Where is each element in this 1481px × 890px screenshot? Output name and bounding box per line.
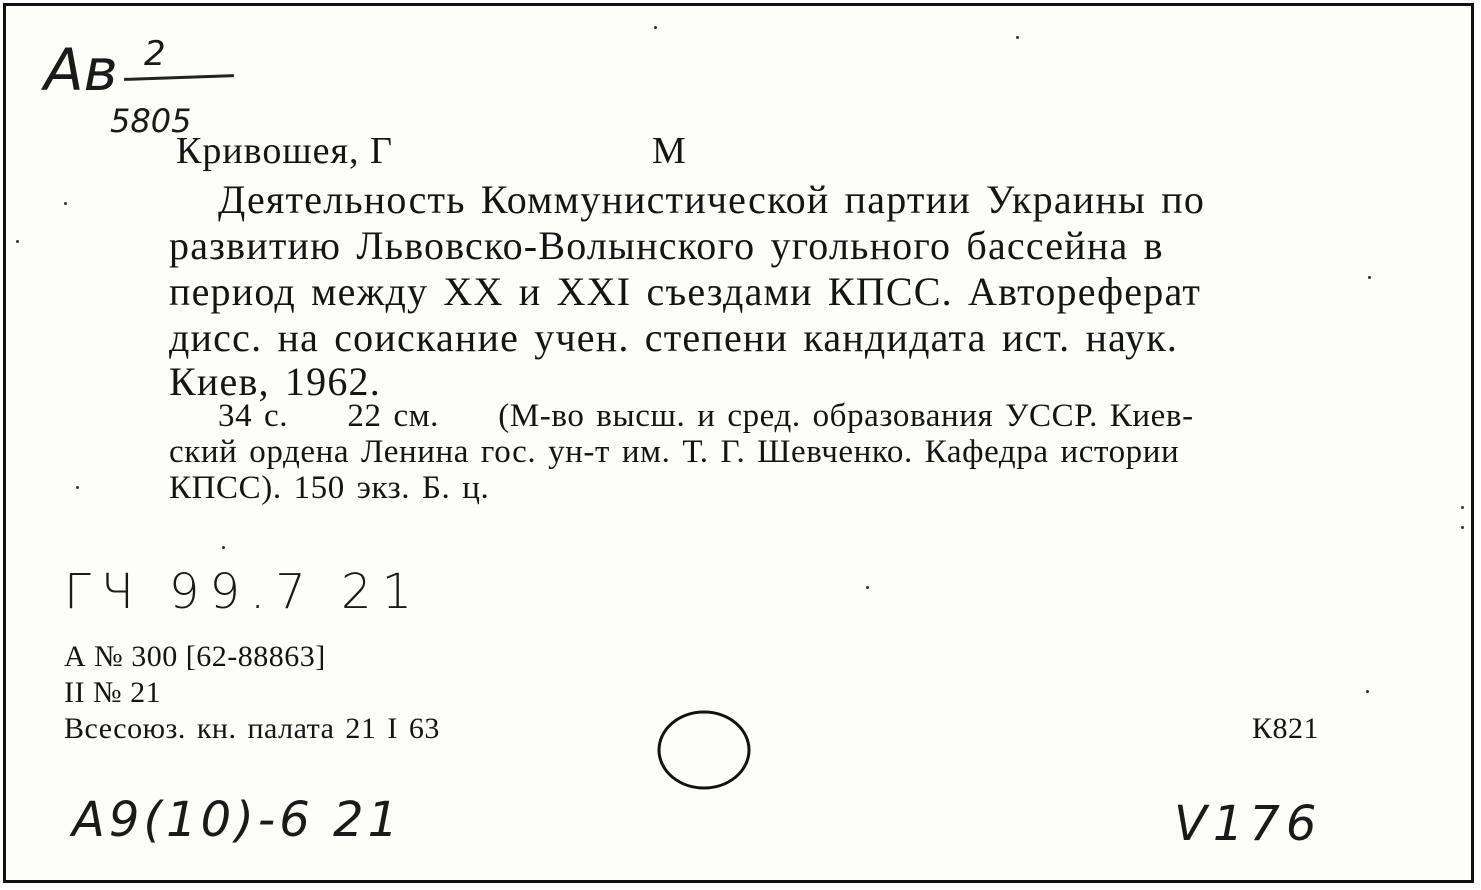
scan-speck bbox=[866, 586, 869, 589]
description-line-3: КПСС). 150 экз. Б. ц. bbox=[169, 470, 490, 506]
registry-line-3: Всесоюз. кн. палата 21 I 63 bbox=[64, 712, 440, 745]
title-line-3: период между XX и XXI съездами КПСС. Автореферат bbox=[169, 269, 1202, 314]
description-line-1: 34 с. 22 см. (М-во высш. и сред. образования УССР. Киев- bbox=[218, 398, 1194, 434]
catalog-card bbox=[3, 3, 1474, 883]
title-line-2: развитию Львовско-Волынского угольного бассейна в bbox=[169, 223, 1164, 268]
handwritten-corner-mark: V176 bbox=[1174, 796, 1323, 852]
registry-code: К821 bbox=[1252, 712, 1320, 745]
handwritten-code: ГЧ 99.7 21 bbox=[64, 564, 423, 620]
scan-speck bbox=[1461, 526, 1464, 529]
registry-line-1: А № 300 [62-88863] bbox=[64, 640, 326, 673]
scan-speck bbox=[64, 202, 67, 205]
scan-speck bbox=[654, 26, 657, 29]
scan-speck bbox=[76, 486, 79, 489]
scan-speck bbox=[1016, 36, 1019, 39]
scan-speck bbox=[222, 546, 225, 549]
author-initial: М bbox=[652, 130, 687, 172]
shelf-mark-fraction-bar bbox=[124, 74, 234, 81]
title-line-5: Киев, 1962. bbox=[169, 359, 381, 404]
scan-speck bbox=[1366, 690, 1369, 693]
shelf-mark-prefix: Ав bbox=[44, 36, 118, 104]
description-line-2: ский ордена Ленина гос. ун-т им. Т. Г. Шевченко. Кафедра истории bbox=[169, 434, 1180, 470]
shelf-mark-denominator: 5805 bbox=[110, 102, 192, 140]
scan-speck bbox=[1461, 506, 1464, 509]
title-line-1: Деятельность Коммунистической партии Украины по bbox=[218, 177, 1206, 222]
title-line-4: дисс. на соискание учен. степени кандидата ист. наук. bbox=[169, 315, 1179, 360]
scan-speck bbox=[16, 240, 19, 243]
author-name: Кривошея, Г bbox=[176, 130, 393, 172]
handwritten-classification: А9(10)-6 21 bbox=[72, 792, 403, 848]
shelf-mark-numerator: 2 bbox=[144, 34, 166, 74]
scan-speck bbox=[1368, 276, 1371, 279]
punch-hole-icon bbox=[652, 706, 762, 796]
registry-line-2: II № 21 bbox=[64, 676, 162, 709]
